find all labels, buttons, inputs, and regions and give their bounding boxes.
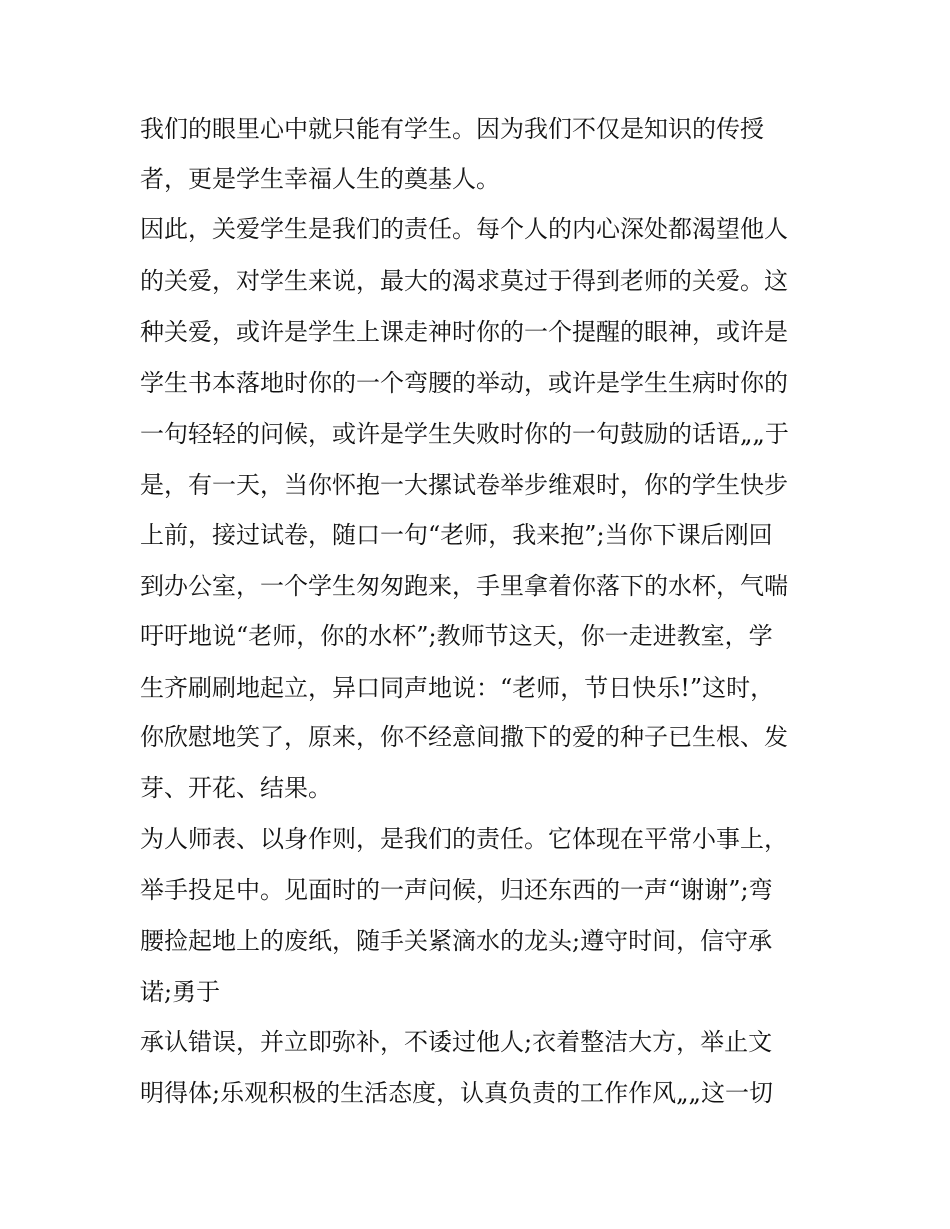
text-line: 芽、开花、结果。 — [140, 774, 332, 802]
text-line: 一句轻轻的问候，或许是学生失败时你的一句鼓励的话语„„于 — [140, 420, 789, 448]
text-line: 上前，接过试卷，随口一句“老师，我来抱”;当你下课后刚回 — [140, 521, 773, 549]
text-line: 到办公室，一个学生匆匆跑来，手里拿着你落下的水杯，气喘 — [140, 572, 788, 600]
text-line: 明得体;乐观积极的生活态度，认真负责的工作作风„„这一切 — [140, 1079, 773, 1107]
text-line: 我们的眼里心中就只能有学生。因为我们不仅是知识的传授 — [140, 115, 764, 143]
text-line: 学生书本落地时你的一个弯腰的举动，或许是学生生病时你的 — [140, 369, 788, 397]
text-line: 因此，关爱学生是我们的责任。每个人的内心深处都渴望他人 — [140, 215, 788, 243]
text-line: 腰捡起地上的废纸，随手关紧滴水的龙头;遵守时间，信守承 — [140, 927, 773, 955]
text-line: 种关爱，或许是学生上课走神时你的一个提醒的眼神，或许是 — [140, 318, 788, 346]
text-line: 为人师表、以身作则，是我们的责任。它体现在平常小事上， — [140, 825, 788, 853]
text-line: 举手投足中。见面时的一声问候，归还东西的一声“谢谢”;弯 — [140, 876, 773, 904]
text-line: 承认错误，并立即弥补，不诿过他人;衣着整洁大方，举止文 — [140, 1028, 773, 1056]
text-line: 是，有一天，当你怀抱一大摞试卷举步维艰时，你的学生快步 — [140, 471, 788, 499]
text-line: 诺;勇于 — [140, 978, 221, 1006]
text-line: 你欣慰地笑了，原来，你不经意间撒下的爱的种子已生根、发 — [140, 723, 788, 751]
text-line: 的关爱，对学生来说，最大的渴求莫过于得到老师的关爱。这 — [140, 267, 788, 295]
text-line: 吁吁地说“老师，你的水杯”;教师节这天，你一走进教室，学 — [140, 622, 773, 650]
text-line: 者，更是学生幸福人生的奠基人。 — [140, 165, 500, 193]
text-line: 生齐刷刷地起立，异口同声地说：“老师，节日快乐!”这时， — [140, 674, 775, 702]
